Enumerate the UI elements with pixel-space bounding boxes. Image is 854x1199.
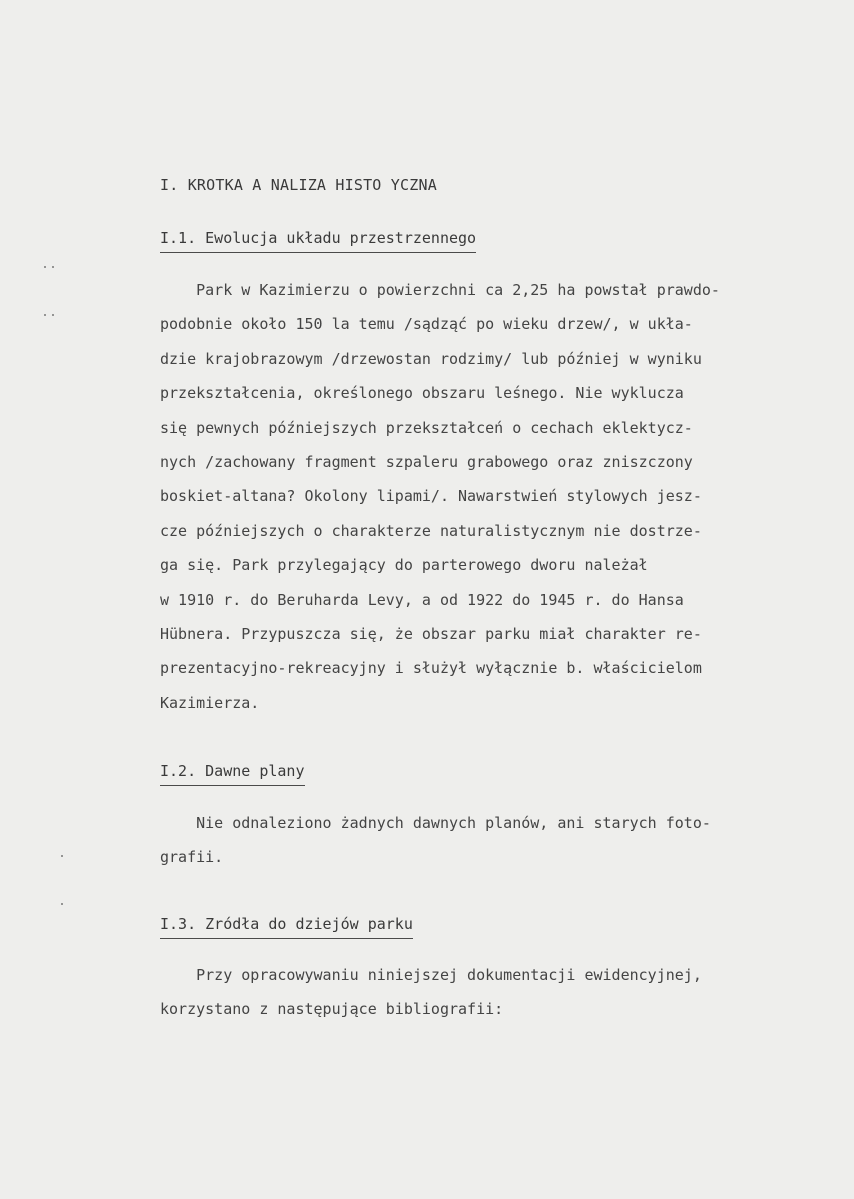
heading-underline (160, 938, 413, 939)
text-line: korzystano z następujące bibliografii: (160, 1000, 504, 1019)
section-paragraph-1-1 (160, 273, 800, 720)
text-line: Nie odnaleziono żadnych dawnych planów, ani starych foto- (160, 814, 711, 832)
text-line: Park w Kazimierzu o powierzchni ca 2,25 ha powstał prawdo- (160, 281, 720, 299)
text-line: w 1910 r. do Beruharda Levy, a od 1922 do 1945 r. do Hansa (160, 590, 684, 609)
text-line: grafii. (160, 848, 224, 867)
document-title: I. KROTKA A NALIZA HISTO YCZNA (160, 176, 437, 194)
text-line: się pewnych późniejszych przekształceń o cechach eklektycz- (160, 418, 693, 437)
scan-speck (44, 266, 46, 268)
text-line: ga się. Park przylegający do parterowego dworu należał (160, 556, 648, 575)
scan-speck (61, 855, 63, 857)
text-line: nych /zachowany fragment szpaleru grabowego oraz zniszczony (160, 453, 693, 472)
section-heading-text: I.1. Ewolucja układu przestrzennego (160, 229, 477, 247)
section-heading-text: I.3. Zródła do dziejów parku (160, 915, 413, 933)
heading-underline (160, 785, 305, 786)
scan-speck (44, 314, 46, 316)
section-heading-1-1 (160, 229, 476, 253)
scan-speck (52, 314, 54, 316)
scan-speck (52, 266, 54, 268)
section-paragraph-1-2 (160, 806, 800, 875)
text-line: dzie krajobrazowym /drzewostan rodzimy/ lub później w wyniku (160, 349, 702, 368)
text-line: Przy opracowywaniu niniejszej dokumentacji ewidencyjnej, (160, 966, 702, 984)
text-line: Hübnera. Przypuszcza się, że obszar parku miał charakter re- (160, 625, 702, 644)
section-heading-1-3 (160, 915, 413, 939)
text-line: cze późniejszych o charakterze naturalistycznym nie dostrze- (160, 521, 702, 540)
scan-speck (61, 903, 63, 905)
text-line: Kazimierza. (160, 693, 260, 712)
text-line: podobnie około 150 la temu /sądząć po wieku drzew/, w ukła- (160, 315, 693, 334)
heading-underline (160, 252, 476, 253)
section-heading-1-2 (160, 762, 305, 786)
text-line: prezentacyjno-rekreacyjny i służył wyłącznie b. właścicielom (160, 659, 702, 678)
text-line: przekształcenia, określonego obszaru leśnego. Nie wyklucza (160, 384, 684, 403)
text-line: boskiet-altana? Okolony lipami/. Nawarstwień stylowych jesz- (160, 487, 702, 506)
section-paragraph-1-3 (160, 958, 800, 1027)
section-heading-text: I.2. Dawne plany (160, 762, 305, 780)
